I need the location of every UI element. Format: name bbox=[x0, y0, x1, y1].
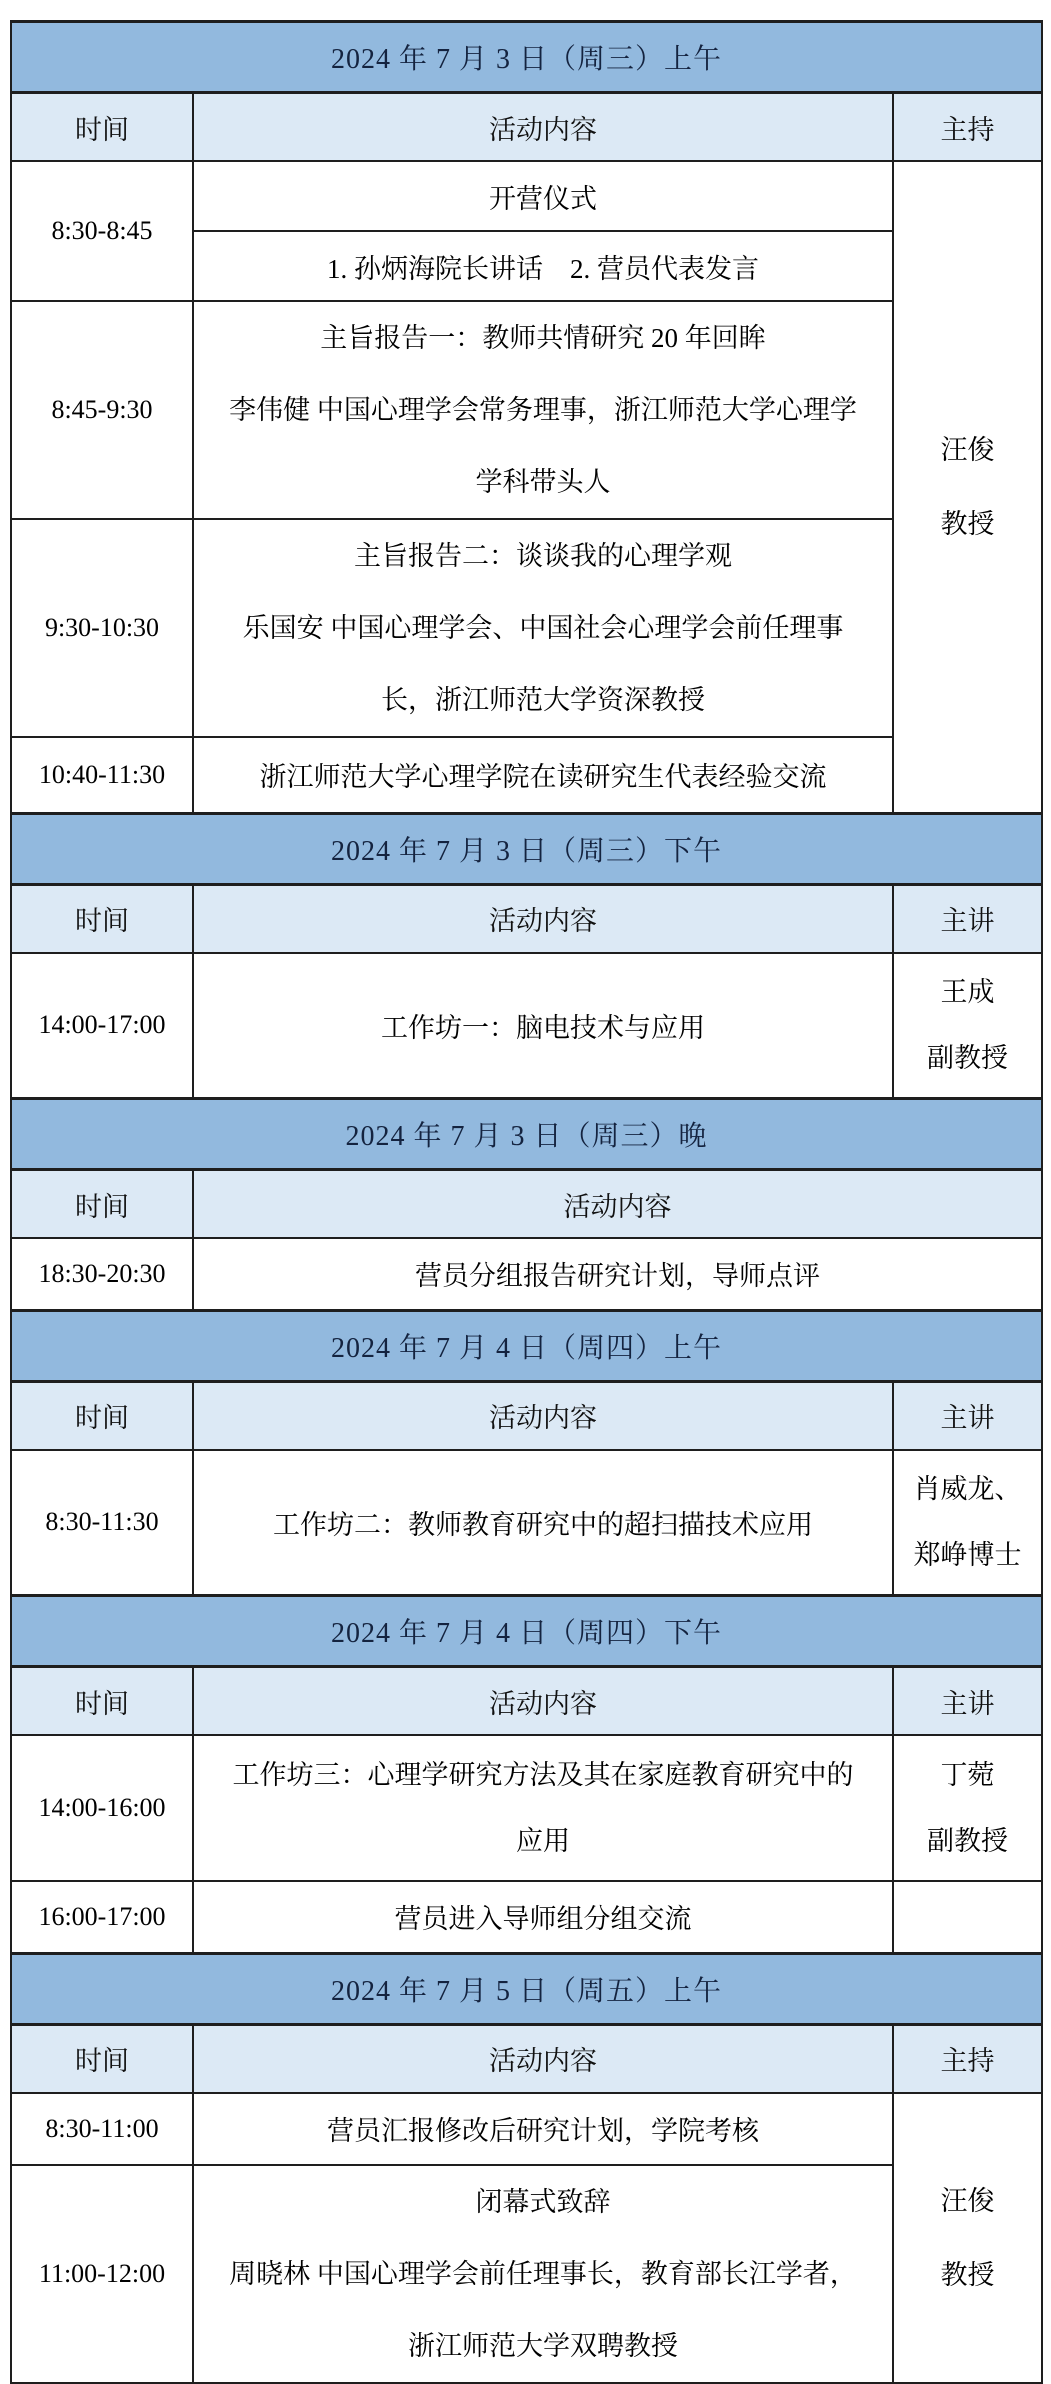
activity-line: 主旨报告一：教师共情研究 20 年回眸 bbox=[320, 323, 766, 353]
date-header-cell: 2024 年 7 月 5 日（周五）上午 bbox=[11, 1953, 1042, 2024]
speaker-cell bbox=[893, 1735, 1042, 1881]
column-header-host: 主持 bbox=[893, 93, 1042, 162]
section-header-row bbox=[11, 813, 1042, 884]
column-header-time: 时间 bbox=[11, 93, 193, 162]
activity-line: 营员汇报修改后研究计划，学院考核 bbox=[327, 2116, 759, 2146]
column-header-time: 时间 bbox=[11, 2024, 193, 2093]
speaker-cell bbox=[893, 1450, 1042, 1596]
column-header-time: 时间 bbox=[11, 1667, 193, 1736]
activity-cell bbox=[193, 2093, 893, 2165]
activity-line: 李伟健 中国心理学会常务理事，浙江师范大学心理学 bbox=[229, 395, 857, 425]
column-header-row bbox=[11, 2024, 1042, 2093]
time-cell: 8:30-8:45 bbox=[11, 161, 193, 301]
activity-line: 工作坊二：教师教育研究中的超扫描技术应用 bbox=[273, 1509, 813, 1540]
time-cell: 14:00-17:00 bbox=[11, 953, 193, 1099]
section-header-row bbox=[11, 22, 1042, 93]
speaker-cell bbox=[893, 2093, 1042, 2383]
column-header-row bbox=[11, 93, 1042, 162]
column-header-row bbox=[11, 1381, 1042, 1450]
speaker-title: 郑峥博士 bbox=[913, 1540, 1022, 1571]
column-header-host: 主讲 bbox=[893, 1381, 1042, 1450]
date-header-cell: 2024 年 7 月 4 日（周四）下午 bbox=[11, 1596, 1042, 1667]
speaker-title: 副教授 bbox=[927, 1826, 1008, 1856]
date-header-cell: 2024 年 7 月 3 日（周三）晚 bbox=[11, 1099, 1042, 1170]
column-header-content: 活动内容 bbox=[193, 2024, 893, 2093]
time-cell: 16:00-17:00 bbox=[11, 1881, 193, 1953]
column-header-content: 活动内容 bbox=[193, 1170, 1042, 1239]
activity-line: 周晓林 中国心理学会前任理事长，教育部长江学者， bbox=[229, 2258, 857, 2289]
activity-line: 浙江师范大学心理学院在读研究生代表经验交流 bbox=[259, 762, 827, 793]
time-cell: 18:30-20:30 bbox=[11, 1238, 193, 1310]
column-header-time: 时间 bbox=[11, 884, 193, 953]
section-header-row bbox=[11, 1310, 1042, 1381]
speaker-title: 教授 bbox=[940, 2259, 995, 2290]
activity-cell bbox=[193, 161, 893, 231]
speaker-cell-empty bbox=[893, 1881, 1042, 1953]
column-header-content: 活动内容 bbox=[193, 93, 893, 162]
schedule-table bbox=[10, 20, 1043, 2384]
table-row bbox=[11, 161, 1042, 231]
table-row bbox=[11, 2165, 1042, 2383]
speaker-name: 汪俊 bbox=[940, 2185, 995, 2216]
speaker-name: 丁菀 bbox=[940, 1760, 995, 1790]
column-header-content: 活动内容 bbox=[193, 884, 893, 953]
date-header-cell: 2024 年 7 月 4 日（周四）上午 bbox=[11, 1310, 1042, 1381]
table-row bbox=[11, 1238, 1042, 1310]
activity-cell bbox=[193, 1238, 1042, 1310]
table-row bbox=[11, 2093, 1042, 2165]
activity-line: 闭幕式致辞 bbox=[475, 2186, 611, 2217]
activity-line: 开营仪式 bbox=[489, 183, 597, 214]
activity-line: 工作坊一：脑电技术与应用 bbox=[381, 1012, 705, 1043]
activity-line: 主旨报告二：谈谈我的心理学观 bbox=[354, 541, 732, 571]
activity-line: 乐国安 中国心理学会、中国社会心理学会前任理事 bbox=[242, 613, 844, 643]
time-cell: 11:00-12:00 bbox=[11, 2165, 193, 2383]
speaker-title: 副教授 bbox=[927, 1043, 1008, 1074]
time-cell: 14:00-16:00 bbox=[11, 1735, 193, 1881]
speaker-name: 汪俊 bbox=[940, 434, 995, 465]
table-row bbox=[11, 1881, 1042, 1953]
activity-line: 1. 孙炳海院长讲话 2. 营员代表发言 bbox=[327, 253, 759, 284]
activity-cell bbox=[193, 737, 893, 813]
time-cell: 8:45-9:30 bbox=[11, 301, 193, 519]
time-cell: 9:30-10:30 bbox=[11, 519, 193, 737]
activity-line: 浙江师范大学双聘教授 bbox=[408, 2330, 678, 2361]
column-header-host: 主讲 bbox=[893, 884, 1042, 953]
column-header-content: 活动内容 bbox=[193, 1381, 893, 1450]
section-header-row bbox=[11, 1099, 1042, 1170]
speaker-title: 教授 bbox=[940, 508, 995, 539]
activity-line: 营员分组报告研究计划，导师点评 bbox=[415, 1261, 820, 1292]
activity-line: 应用 bbox=[516, 1826, 570, 1856]
column-header-time: 时间 bbox=[11, 1170, 193, 1239]
column-header-content: 活动内容 bbox=[193, 1667, 893, 1736]
activity-cell bbox=[193, 1450, 893, 1596]
activity-cell bbox=[193, 1881, 893, 1953]
table-row bbox=[11, 737, 1042, 813]
time-cell: 8:30-11:30 bbox=[11, 1450, 193, 1596]
activity-cell bbox=[193, 953, 893, 1099]
speaker-cell bbox=[893, 161, 1042, 813]
table-row bbox=[11, 1450, 1042, 1596]
activity-cell bbox=[193, 301, 893, 519]
time-cell: 10:40-11:30 bbox=[11, 737, 193, 813]
time-cell: 8:30-11:00 bbox=[11, 2093, 193, 2165]
activity-cell bbox=[193, 231, 893, 301]
activity-cell bbox=[193, 519, 893, 737]
date-header-cell: 2024 年 7 月 3 日（周三）下午 bbox=[11, 813, 1042, 884]
section-header-row bbox=[11, 1953, 1042, 2024]
section-header-row bbox=[11, 1596, 1042, 1667]
table-row bbox=[11, 301, 1042, 519]
column-header-row bbox=[11, 1667, 1042, 1736]
activity-cell bbox=[193, 2165, 893, 2383]
speaker-name: 王成 bbox=[940, 977, 995, 1008]
activity-line: 长，浙江师范大学资深教授 bbox=[381, 685, 705, 715]
table-row bbox=[11, 953, 1042, 1099]
table-row bbox=[11, 519, 1042, 737]
activity-line: 营员进入导师组分组交流 bbox=[394, 1904, 692, 1935]
activity-cell bbox=[193, 1735, 893, 1881]
speaker-name: 肖威龙、 bbox=[913, 1474, 1022, 1505]
column-header-host: 主讲 bbox=[893, 1667, 1042, 1736]
date-header-cell: 2024 年 7 月 3 日（周三）上午 bbox=[11, 22, 1042, 93]
column-header-host: 主持 bbox=[893, 2024, 1042, 2093]
activity-line: 学科带头人 bbox=[475, 467, 611, 497]
column-header-row bbox=[11, 884, 1042, 953]
column-header-time: 时间 bbox=[11, 1381, 193, 1450]
table-row bbox=[11, 1735, 1042, 1881]
speaker-cell bbox=[893, 953, 1042, 1099]
activity-line: 工作坊三：心理学研究方法及其在家庭教育研究中的 bbox=[232, 1760, 854, 1790]
column-header-row bbox=[11, 1170, 1042, 1239]
